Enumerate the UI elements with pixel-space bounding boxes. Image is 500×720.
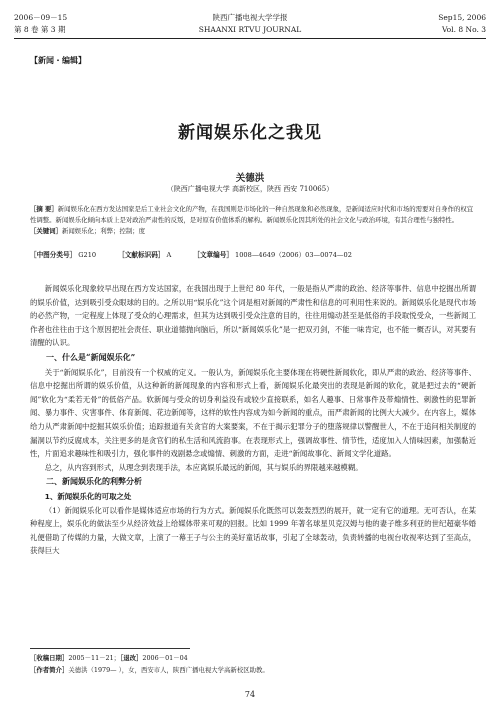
- author-bio-label: ［作者简介］: [30, 666, 69, 674]
- article-title: 新闻娱乐化之我见: [178, 123, 322, 143]
- article-author: 关德洪: [235, 173, 265, 184]
- abstract-label: ［摘 要］: [30, 205, 58, 213]
- body-paragraph: 总之，从内容到形式，从理念到表现手法，本应离娱乐最远的新闻，其与娱乐的界限越来越模糊。: [44, 462, 363, 472]
- clc-label: ［中图分类号］: [30, 251, 77, 259]
- journal-name-en: SHAANXI RTVU JOURNAL: [198, 25, 302, 34]
- abstract-text: 新闻娱乐化在西方发达国家是后工业社会文化的产物，在我国则是市场化的一种自然现象和必然现象，是新闻适应时代和市场的需要对自身作的权宜性调整。新闻娱乐化倾向本质上是对政治严肃性的反叛，是对原有价值体系的解构。新闻娱乐化因其所处的社会文化与政治环境，有其合理性与独特性。: [30, 205, 474, 224]
- page-number: 74: [244, 690, 256, 699]
- footnote-dates: [30, 652, 476, 664]
- header-date: 2006－09－15: [14, 13, 68, 22]
- header-right: [438, 12, 486, 36]
- header-date-en: Sep15, 2006: [438, 13, 486, 22]
- keywords-label: ［关键词］: [30, 227, 62, 235]
- received-label: ［收稿日期］: [30, 654, 69, 662]
- article-body: [30, 282, 476, 558]
- header-volume: Vol. 8 No. 3: [441, 25, 486, 34]
- keywords-block: [30, 226, 476, 237]
- clc-value: G210: [78, 251, 97, 259]
- revised-label: ［退改］: [120, 654, 143, 662]
- abstract-block: [30, 204, 476, 226]
- abstract: [30, 204, 476, 237]
- article-id-label: ［文章编号］: [193, 251, 233, 259]
- body-paragraph: （1）新闻娱乐化可以看作是媒体适应市场的行为方式。新闻娱乐化既然可以轰轰烈烈的展开，就一定有它的道理。无可否认，在某种程度上，娱乐化的做法至少从经济效益上给媒体带来可观的回报。比如 1999 年著名球星贝克汉姆与他的妻子维多利亚的世纪超豪华婚礼便借助了传媒的力量，大做文章，上演了一幕王子与公主的美好童话故事，引起了全球轰动，负责转播的电视台收视率达到了至高点，获得巨大: [30, 505, 476, 556]
- header-rule: [14, 38, 486, 39]
- body-paragraph: 关于“新闻娱乐化”，目前没有一个权威的定义。一般认为，新闻娱乐化主要体现在将硬性新闻软化，即从严肃的政治、经济等事件、信息中挖掘出所谓的娱乐价值，从这种新的新闻现象的内容和形式上看，新闻娱乐化最突出的表现是新闻的软化，就是把过去的“硬新闻”软化为“柔若无骨”的低俗产品。软新闻与受众的切身利益没有或较少直接联系，如名人趣事、日常事件及带煽情性、刺激性的犯罪新闻、暴力事件、灾害事件、体育新闻、花边新闻等，这样的软性内容成为如今新闻的重点，而严肃新闻的比例大大减少。在内容上，媒体给力从严肃新闻中挖掘其娱乐价值；追踪报道有关贪官的大案要案，不在于揭示犯罪分子的堕落规律以警醒世人，不在于追问相关制度的漏洞以节约反腐成本，关注更多的是贪官们的私生活和风流韵事。在表现形式上，强调故事性、情节性，适度加入人情味因素，加强黏近性，片面追求趣味性和吸引力，强化事件的戏剧悬念或煽情、刺激的方面，走进“新闻故事化、新闻文学化道路。: [30, 367, 476, 459]
- footnote: [30, 652, 476, 676]
- subsection-heading: 1、新闻娱乐化的可取之处: [44, 491, 132, 501]
- section-heading: 一、什么是“新闻娱乐化”: [46, 351, 136, 362]
- body-paragraph: 新闻娱乐化现象较早出现在西方发达国家，在我国出现于上世纪 80 年代，一般是指从严肃的政治、经济等事件、信息中挖掘出所谓的娱乐价值，达到吸引受众眼球的目的。之所以用“娱乐化”这个词是相对新闻的严肃性和信息的可利用性来说的。新闻娱乐化是现代市场的必然产物，一定程度上体现了受众的心理需求，但其为达到吸引受众注意的目的，往往用煽动甚至是低俗的手段取悦受众，一些新闻工作者也往往由于这个原因把社会责任、职业道德抛向脑后，所以“新闻娱乐化”是一把双刃剑，不能一味肯定，也不能一概否认，对其要有清醒的认识。: [30, 284, 476, 348]
- article-id-value: 1008—4649（2006）03—0074—02: [235, 251, 352, 259]
- keywords-text: 新闻娱乐化；利弊；控制；度: [61, 227, 146, 235]
- doc-value: A: [166, 251, 172, 259]
- header-issue: 第 8 卷 第 3 期: [14, 25, 66, 34]
- header-journal: [0, 12, 500, 36]
- journal-name-cn: 陕西广播电视大学学报: [212, 13, 288, 22]
- received-date: 2005－11－21；: [68, 654, 121, 662]
- footnote-rule: [30, 648, 190, 649]
- revised-date: 2006－01－04: [142, 654, 188, 662]
- section-heading: 二、新闻娱乐化的利弊分析: [46, 476, 142, 487]
- author-affiliation: （陕西广播电视大学 高新校区，陕西 西安 710065）: [166, 185, 334, 193]
- doc-label: ［文献标识码］: [118, 251, 165, 259]
- author-bio: 关德洪（1979— ），女，西安市人，陕西广播电视大学高新校区助教。: [68, 666, 269, 674]
- section-tag: 【新闻・编辑】: [30, 56, 86, 65]
- footnote-author: [30, 664, 476, 676]
- classification-meta: [30, 250, 476, 261]
- journal-header: [0, 0, 500, 44]
